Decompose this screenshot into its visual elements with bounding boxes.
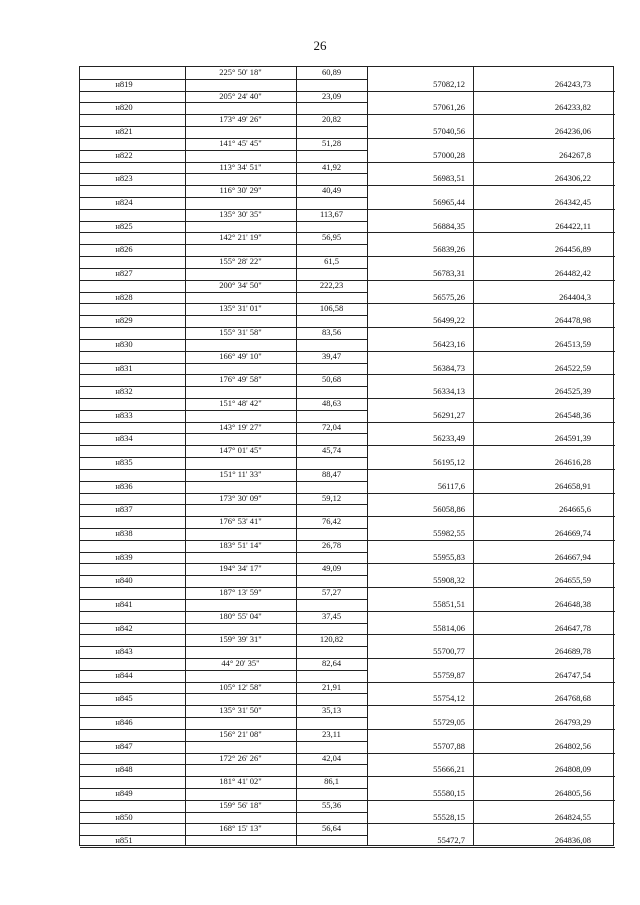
direction-angle: 181° 41' 02" [219,776,262,787]
segment-length: 76,42 [321,516,342,527]
coordinate-y: 264482,42 [554,267,591,278]
row-separator [296,79,367,80]
row-separator [296,150,367,151]
coordinate-x: 57040,56 [433,126,465,137]
segment-length: 56,64 [321,823,342,834]
coordinate-y: 264548,36 [554,409,591,420]
row-separator [367,469,615,470]
point-name: н849 [115,788,133,799]
segment-length: 51,28 [321,137,342,148]
direction-angle: 142° 21' 19" [219,232,262,243]
page-number: 26 [313,38,327,53]
direction-angle: 44° 20' 35" [221,658,260,668]
coordinate-y: 264267,8 [559,149,591,160]
row-separator [367,114,615,115]
row-separator [367,91,615,92]
row-separator [367,753,615,754]
coordinate-x: 56965,44 [433,197,465,208]
row-separator [296,741,367,742]
point-name: н836 [115,480,133,491]
segment-length: 23,09 [321,90,342,101]
point-name: н826 [115,244,133,255]
segment-length: 60,89 [321,67,342,77]
direction-angle: 205° 24' 40" [219,90,262,101]
row-separator [296,221,367,222]
coordinate-y: 264808,09 [554,764,591,775]
coordinate-x: 55851,51 [433,598,465,609]
coordinate-x: 56499,22 [433,315,465,326]
coordinate-x: 55707,88 [433,740,465,751]
point-name: н832 [115,386,133,397]
coordinate-x: 55754,12 [433,693,465,704]
row-separator [367,682,615,683]
point-name: н837 [115,504,133,515]
coordinate-x: 56117,6 [437,480,465,491]
row-separator [296,646,367,647]
row-separator [367,398,615,399]
coordinate-y: 264456,89 [554,244,591,255]
coordinate-y: 264665,6 [559,504,591,515]
point-name: н834 [115,433,133,444]
coordinate-y: 264233,82 [554,102,591,113]
direction-angle: 159° 56' 18" [219,799,262,810]
coordinate-y: 264513,59 [554,338,591,349]
direction-angle: 105° 12' 58" [219,681,262,692]
row-separator [296,528,367,529]
point-name: н848 [115,764,133,775]
point-name: н838 [115,527,133,538]
row-separator [367,232,615,233]
point-name: н835 [115,457,133,468]
row-separator [367,256,615,257]
segment-length: 106,58 [319,303,344,314]
coordinate-y: 264669,74 [554,527,591,538]
coordinate-x: 55580,15 [433,788,465,799]
direction-angle: 200° 34' 50" [219,279,262,290]
row-separator [296,812,367,813]
row-separator [296,457,367,458]
direction-angle: 143° 19' 27" [219,421,262,432]
point-name: н827 [115,267,133,278]
direction-angle: 151° 11' 33" [219,468,262,479]
row-separator [296,268,367,269]
coordinate-x: 56983,51 [433,173,465,184]
coordinate-x: 55700,77 [433,646,465,657]
direction-angle: 116° 30' 29" [219,185,262,196]
coordinate-y: 264648,38 [554,598,591,609]
direction-angle: 173° 49' 26" [219,114,262,125]
row-separator [367,587,615,588]
segment-length: 86,1 [324,776,339,787]
point-name: н822 [115,149,133,160]
segment-length: 23,11 [322,728,341,739]
direction-angle: 172° 26' 26" [219,752,262,763]
direction-angle: 155° 31' 58" [219,327,262,338]
direction-angle: 180° 55' 04" [219,610,262,621]
row-separator [296,244,367,245]
direction-angle: 141° 45' 45" [219,137,262,148]
row-separator [367,209,615,210]
point-name: н821 [115,126,133,137]
row-separator [296,575,367,576]
coordinate-y: 264236,06 [554,126,591,137]
direction-angle: 135° 30' 35" [219,208,262,219]
coordinate-y: 264478,98 [554,315,591,326]
coordinate-x: 55729,05 [433,717,465,728]
coordinate-y: 264525,39 [554,386,591,397]
point-name: н840 [115,575,133,586]
segment-length: 88,47 [321,468,342,479]
coordinate-x: 56423,16 [433,338,465,349]
coordinate-x: 55528,15 [433,811,465,822]
row-separator [367,493,615,494]
coordinate-x: 56058,86 [433,504,465,515]
row-separator [296,386,367,387]
row-separator [367,185,615,186]
coordinate-x: 56884,35 [433,220,465,231]
coordinate-x: 55908,32 [433,575,465,586]
direction-angle: 159° 39' 31" [219,634,262,645]
row-separator [296,410,367,411]
row-separator [367,800,615,801]
segment-length: 222,23 [319,279,344,290]
direction-angle: 168° 15' 13" [219,823,262,834]
segment-length: 42,04 [321,752,342,763]
coordinate-x: 56291,27 [433,409,465,420]
row-separator [296,363,367,364]
direction-angle: 225° 50' 18" [219,67,262,77]
row-separator [296,623,367,624]
coordinate-y: 264655,59 [554,575,591,586]
row-separator [296,717,367,718]
point-name: н829 [115,315,133,326]
coordinate-y: 264793,29 [554,717,591,728]
direction-angle: 194° 34' 17" [219,563,262,574]
segment-length: 57,27 [321,587,342,598]
coordinate-y: 264404,3 [559,291,591,302]
point-name: н843 [115,646,133,657]
coordinate-y: 264689,78 [554,646,591,657]
row-separator [367,776,615,777]
point-name: н819 [115,78,133,89]
row-separator [367,563,615,564]
segment-length: 49,09 [321,563,342,574]
row-separator [296,552,367,553]
coordinate-x: 55955,83 [433,551,465,562]
direction-angle: 166° 49' 10" [219,350,262,361]
row-separator [296,764,367,765]
direction-angle: 173° 30' 09" [219,492,262,503]
row-separator [296,670,367,671]
row-separator [367,540,615,541]
coordinate-x: 56783,31 [433,267,465,278]
row-separator [296,599,367,600]
coordinate-x: 55666,21 [433,764,465,775]
row-separator [367,705,615,706]
coordinate-x: 55814,06 [433,622,465,633]
row-separator [367,729,615,730]
point-name: н823 [115,173,133,184]
row-separator [296,433,367,434]
point-name: н833 [115,409,133,420]
coordinate-x: 56195,12 [433,457,465,468]
row-separator [367,351,615,352]
coordinate-y: 264306,22 [554,173,591,184]
direction-angle: 176° 53' 41" [219,516,262,527]
segment-length: 48,63 [321,397,342,408]
coordinate-y: 264243,73 [554,78,591,89]
coordinates-table [79,66,614,846]
segment-length: 83,56 [321,327,342,338]
segment-length: 61,5 [324,256,339,267]
coordinate-y: 264647,78 [554,622,591,633]
point-name: н844 [115,669,133,680]
coordinate-x: 56233,49 [433,433,465,444]
coordinate-x: 55759,87 [433,669,465,680]
point-name: н842 [115,622,133,633]
coordinate-y: 264836,08 [554,835,591,846]
direction-angle: 147° 01' 45" [219,445,262,456]
coordinate-x: 56839,26 [433,244,465,255]
row-separator [367,823,615,824]
coordinate-y: 264805,56 [554,788,591,799]
coordinate-y: 264747,54 [554,669,591,680]
row-separator [367,138,615,139]
coordinate-y: 264802,56 [554,740,591,751]
coordinate-x: 56384,73 [433,362,465,373]
row-separator [296,835,367,836]
direction-angle: 183° 51' 14" [219,539,262,550]
point-name: н846 [115,717,133,728]
row-separator [367,162,615,163]
direction-angle: 156° 21' 08" [219,728,262,739]
coordinate-y: 264591,39 [554,433,591,444]
point-name: н825 [115,220,133,231]
point-name: н831 [115,362,133,373]
coordinate-x: 55982,55 [433,527,465,538]
point-name: н839 [115,551,133,562]
segment-length: 40,49 [321,185,342,196]
row-separator [367,327,615,328]
point-name: н830 [115,338,133,349]
row-separator [296,504,367,505]
row-separator [296,481,367,482]
direction-angle: 113° 34' 51" [219,161,262,172]
row-separator [296,788,367,789]
row-separator [367,516,615,517]
segment-length: 21,91 [321,681,342,692]
row-separator [296,102,367,103]
coordinate-x: 57082,12 [433,78,465,89]
row-separator [296,339,367,340]
segment-length: 35,13 [321,705,342,716]
point-name: н851 [115,835,133,846]
segment-length: 20,82 [321,114,342,125]
coordinate-x: 55472,7 [437,835,465,846]
row-separator [367,280,615,281]
coordinate-x: 57000,28 [433,149,465,160]
row-separator [296,292,367,293]
segment-length: 113,67 [319,208,344,219]
row-separator [296,126,367,127]
point-name: н824 [115,197,133,208]
row-separator [367,374,615,375]
direction-angle: 135° 31' 50" [219,705,262,716]
row-separator [296,315,367,316]
coordinate-y: 264824,55 [554,811,591,822]
segment-length: 39,47 [321,350,342,361]
row-separator [367,445,615,446]
row-separator [367,303,615,304]
row-separator [367,611,615,612]
segment-length: 59,12 [321,492,342,503]
segment-length: 41,92 [321,161,342,172]
point-name: н841 [115,598,133,609]
row-separator [296,693,367,694]
coordinate-y: 264768,68 [554,693,591,704]
row-separator [367,422,615,423]
row-separator [296,173,367,174]
segment-length: 56,95 [321,232,342,243]
direction-angle: 176° 49' 58" [219,374,262,385]
coordinate-y: 264342,45 [554,197,591,208]
point-name: н850 [115,811,133,822]
row-separator [80,847,615,848]
segment-length: 55,36 [321,799,342,810]
coordinate-y: 264616,28 [554,457,591,468]
row-separator [296,197,367,198]
direction-angle: 155° 28' 22" [219,256,262,267]
segment-length: 72,04 [321,421,342,432]
coordinate-y: 264667,94 [554,551,591,562]
coordinate-y: 264658,91 [554,480,591,491]
point-name: н845 [115,693,133,704]
segment-length: 26,78 [321,539,342,550]
segment-length: 37,45 [321,610,342,621]
segment-length: 120,82 [319,634,344,645]
segment-length: 45,74 [321,445,342,456]
row-separator [367,634,615,635]
coordinate-x: 57061,26 [433,102,465,113]
segment-length: 82,64 [321,658,342,668]
point-name: н847 [115,740,133,751]
direction-angle: 187° 13' 59" [219,587,262,598]
segment-length: 50,68 [321,374,342,385]
coordinate-y: 264522,59 [554,362,591,373]
direction-angle: 135° 31' 01" [219,303,262,314]
point-name: н820 [115,102,133,113]
row-separator [367,658,615,659]
coordinate-x: 56334,13 [433,386,465,397]
point-name: н828 [115,291,133,302]
direction-angle: 151° 48' 42" [219,397,262,408]
coordinate-y: 264422,11 [555,220,591,231]
coordinate-x: 56575,26 [433,291,465,302]
